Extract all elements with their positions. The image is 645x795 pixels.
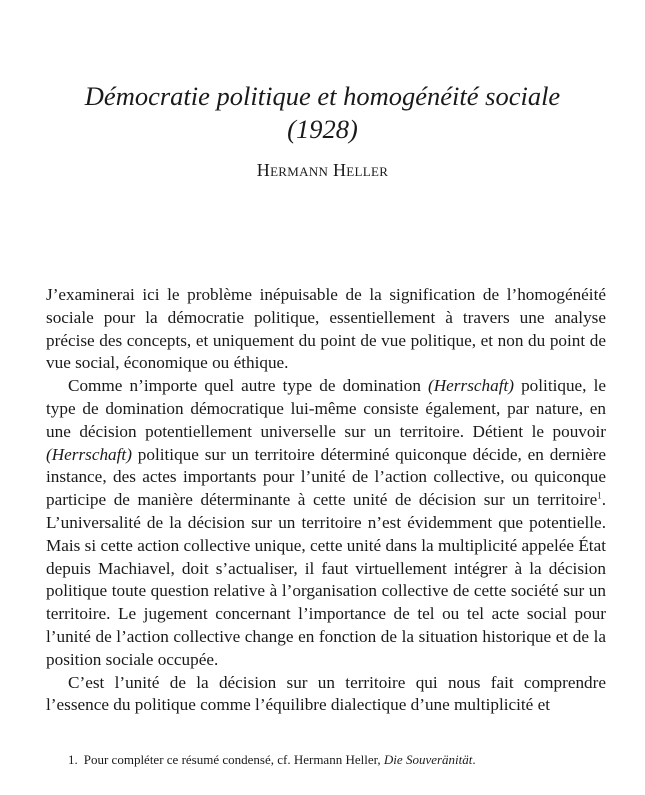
footnote	[68, 752, 608, 768]
paragraph-2-text-b: politique, le type de domination démocratique lui-même consiste également, par nature, en une décision potentiellement universelle sur un territoire. Détient le pouvoir	[46, 376, 606, 441]
footnote-text: Pour compléter ce résumé condensé, cf. Hermann Heller,	[83, 752, 384, 767]
term-herrschaft: (Herrschaft)	[46, 444, 132, 464]
paragraph-2-text-a: Comme n’importe quel autre type de domination	[68, 376, 429, 396]
paragraph-1: J’examinerai ici le problème inépuisable de la signification de l’homogénéité sociale pour la démocratie politique, essentiellement à travers une analyse précise des concepts, et uniquement du point de vue politique, et non du point de vue social, économique ou éthique.	[46, 285, 606, 373]
paragraph-3: C’est l’unité de la décision sur un territoire qui nous fait comprendre l’essence du politique comme l’équilibre dialectique d’une multiplicité et	[46, 672, 606, 715]
footnote-end: .	[472, 752, 476, 767]
body-text	[46, 284, 606, 717]
paragraph-2-text-c: politique sur un territoire déterminé quiconque décide, en dernière instance, des actes importants pour l’unité de l’action collective, ou quiconque participe de manière déterminante à cette unité de décision sur un territoire	[46, 444, 606, 510]
paragraph-2	[46, 375, 606, 671]
document-title-year: (1928)	[287, 114, 358, 144]
document-title: Démocratie politique et homogénéité sociale	[84, 81, 561, 111]
term-herrschaft: (Herrschaft)	[428, 376, 514, 396]
paragraph-2-text-d: . L’universalité de la décision sur un territoire n’est évidemment que potentielle. Mais si cette action collective unique, cette unité dans la multiplicité appelée État depuis Machiavel, doit s’actualiser, il faut virtuellement intégrer à la décision politique toute question relative à l’organisation collective de cette société sur un territoire. Le jugement concernant l’importance de tel ou tel acte social pour l’unité de l’action collective change en fonction de la situation historique et de la position sociale occupée.	[46, 490, 606, 669]
footnote-number: 1.	[68, 752, 78, 767]
footnote-reference[interactable]: 1	[597, 490, 602, 501]
footnote-book-title: Die Souveränität	[383, 752, 473, 767]
author-name: Hermann Heller	[256, 160, 389, 180]
